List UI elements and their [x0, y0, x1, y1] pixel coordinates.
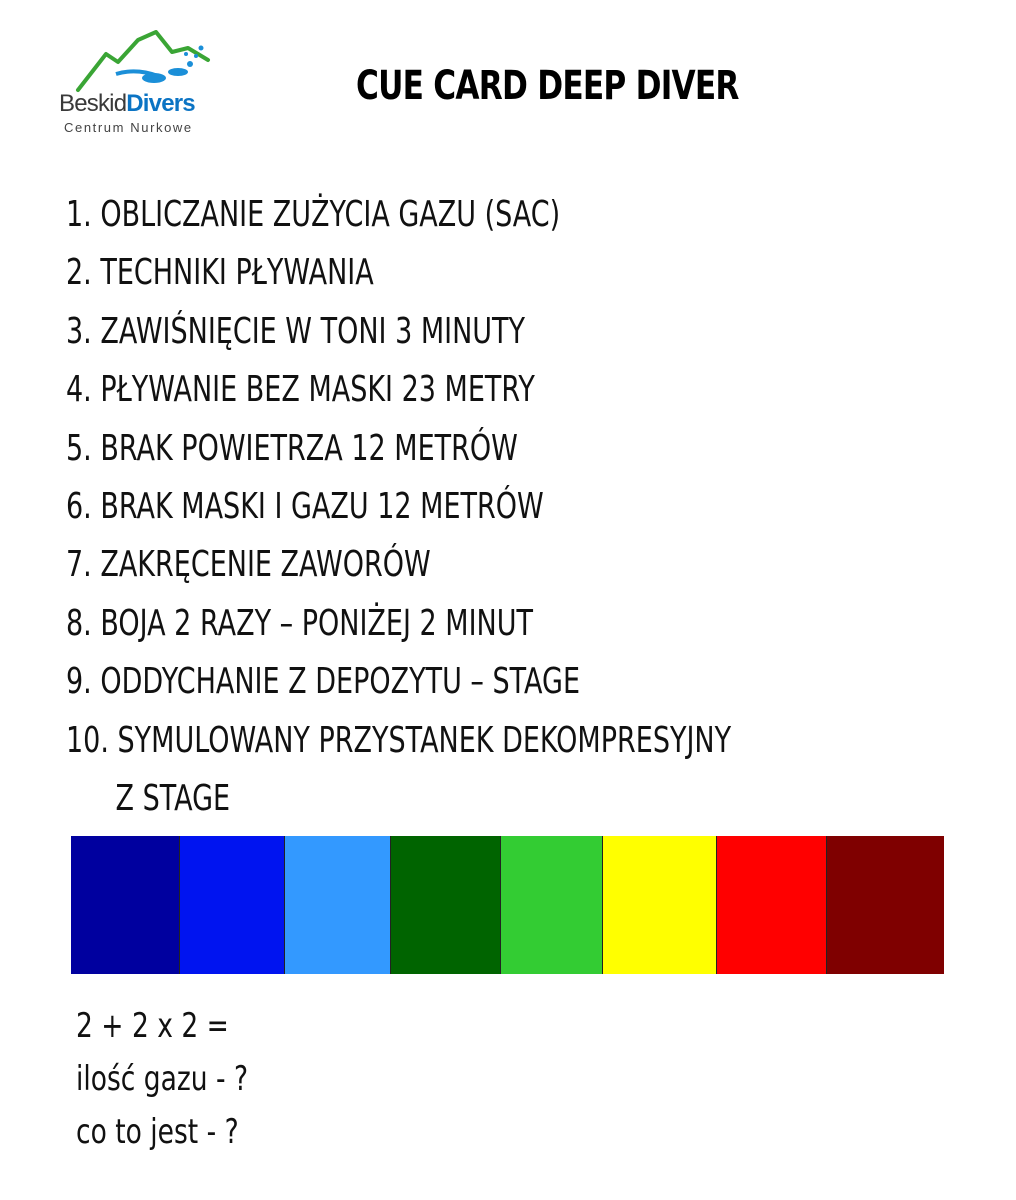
note-line: ilość gazu - ?: [76, 1059, 249, 1099]
list-item: [66, 244, 731, 302]
color-swatch: [285, 836, 391, 974]
list-item: [66, 303, 731, 361]
list-item: [66, 595, 731, 653]
list-item: [66, 712, 731, 770]
list-item: [66, 653, 731, 711]
color-swatch: [827, 836, 944, 974]
list-item-text: 3. ZAWIŚNIĘCIE W TONI 3 MINUTY: [66, 310, 526, 352]
logo-brand-name: [59, 90, 195, 118]
list-item: [66, 186, 731, 244]
color-swatch: [391, 836, 501, 974]
note-line: 2 + 2 x 2 =: [76, 1006, 229, 1046]
color-swatch: [71, 836, 180, 974]
list-item-text: 9. ODDYCHANIE Z DEPOZYTU – STAGE: [66, 661, 581, 703]
list-item-text: 8. BOJA 2 RAZY – PONIŻEJ 2 MINUT: [66, 602, 534, 644]
color-swatch: [717, 836, 827, 974]
color-swatch: [180, 836, 285, 974]
list-item: [66, 478, 731, 536]
list-item-text: 5. BRAK POWIETRZA 12 METRÓW: [66, 427, 518, 469]
list-item: [66, 361, 731, 419]
list-item-text: 10. SYMULOWANY PRZYSTANEK DEKOMPRESYJNY: [66, 719, 732, 761]
color-swatch: [603, 836, 717, 974]
note-line: co to jest - ?: [76, 1112, 239, 1152]
notes: [76, 1000, 297, 1159]
logo-brand-light: Beskid: [59, 90, 127, 117]
page-title: CUE CARD DEEP DIVER: [356, 63, 739, 109]
list-item-text: 6. BRAK MASKI I GAZU 12 METRÓW: [66, 485, 544, 527]
list-item-continuation: [66, 770, 731, 828]
color-swatch: [501, 836, 603, 974]
skills-list: [66, 186, 953, 828]
list-item: [66, 420, 731, 478]
logo-brand-bold: Divers: [126, 90, 195, 117]
list-item: [66, 536, 731, 594]
list-item-continuation-text: Z STAGE: [115, 777, 231, 819]
logo-tagline: Centrum Nurkowe: [64, 120, 193, 135]
color-swatch-strip: [71, 836, 944, 974]
list-item-text: 1. OBLICZANIE ZUŻYCIA GAZU (SAC): [66, 194, 561, 235]
list-item-text: 2. TECHNIKI PŁYWANIA: [66, 252, 374, 294]
list-item-text: 7. ZAKRĘCENIE ZAWORÓW: [66, 544, 431, 586]
beskid-divers-logo: [56, 30, 221, 138]
list-item-text: 4. PŁYWANIE BEZ MASKI 23 METRY: [66, 369, 535, 411]
